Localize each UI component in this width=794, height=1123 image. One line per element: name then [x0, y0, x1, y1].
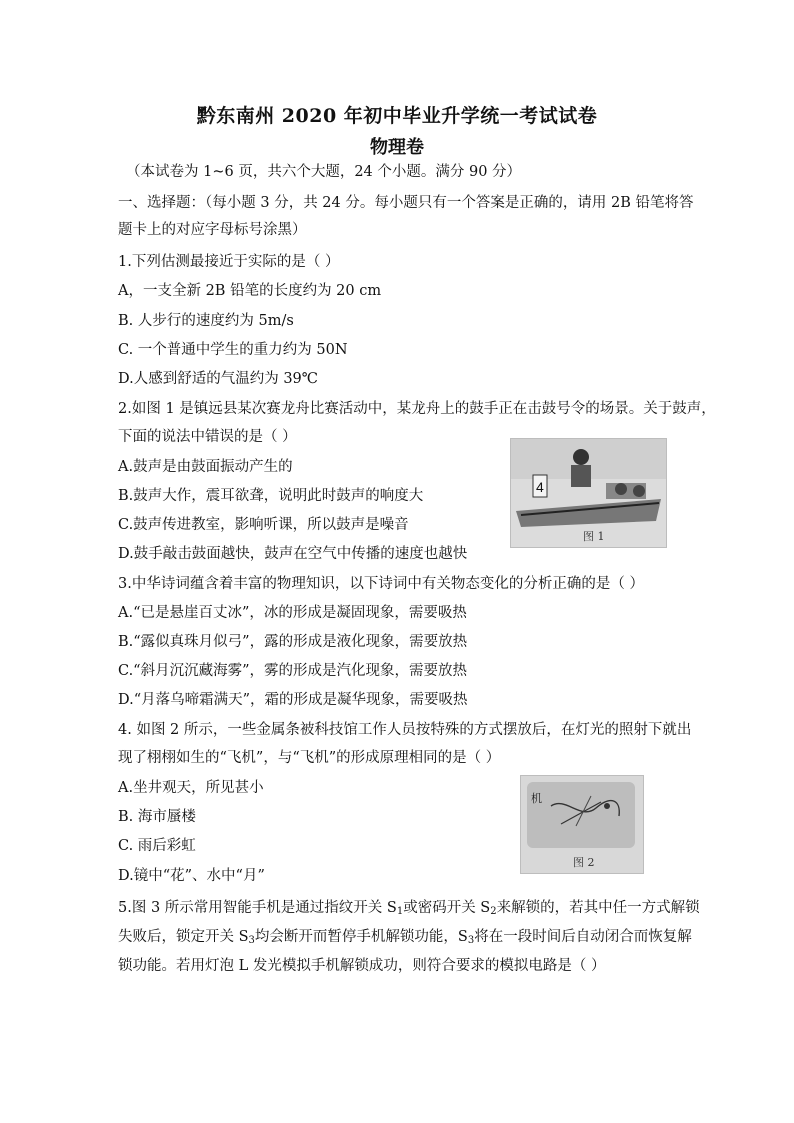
- section-heading-cont: 题卡上的对应字母标号涂黑）: [118, 222, 307, 238]
- question-5-stem-end: 锁功能。若用灯泡 L 发光模拟手机解锁成功，则符合要求的模拟电路是（ ）: [118, 958, 606, 974]
- question-3-option-d: D.“月落乌啼霜满天”，霜的形成是凝华现象，需要吸热: [118, 692, 468, 708]
- figure-1-caption: 图 1: [583, 530, 605, 543]
- question-4-option-d: D.镜中“花”、水中“月”: [118, 868, 265, 884]
- question-3-stem: 3.中华诗词蕴含着丰富的物理知识，以下诗词中有关物态变化的分析正确的是（ ）: [118, 576, 644, 592]
- question-3-option-b: B.“露似真珠月似弓”，露的形成是液化现象，需要放热: [118, 634, 468, 650]
- question-1-option-d: D.人感到舒适的气温约为 39℃: [118, 371, 318, 387]
- svg-text:机: 机: [531, 792, 542, 805]
- question-4-option-a: A.坐井观天，所见甚小: [118, 780, 264, 796]
- figure-1-dragon-boat-photo: [510, 438, 667, 548]
- question-5-stem: 5.图 3 所示常用智能手机是通过指纹开关 $S_1$或密码开关 $S_2$来解锁的，若其中任一方式解锁: [118, 900, 700, 917]
- question-4-stem-cont: 现了栩栩如生的“飞机”，与“飞机”的形成原理相同的是（ ）: [118, 750, 501, 766]
- question-2-option-a: A.鼓声是由鼓面振动产生的: [118, 459, 293, 475]
- figure-2-airplane-photo: [520, 775, 644, 874]
- exam-instructions: （本试卷为 1~6 页，共六个大题，24 个小题。满分 90 分）: [126, 164, 522, 180]
- question-4-stem: 4. 如图 2 所示，一些金属条被科技馆工作人员按特殊的方式摆放后，在灯光的照射下就出: [118, 722, 692, 738]
- question-2-option-b: B.鼓声大作，震耳欲聋，说明此时鼓声的响度大: [118, 488, 424, 504]
- question-2-option-d: D.鼓手敲击鼓面越快，鼓声在空气中传播的速度也越快: [118, 546, 468, 562]
- question-4-option-b: B. 海市蜃楼: [118, 809, 196, 825]
- question-3-option-c: C.“斜月沉沉藏海雾”，雾的形成是汽化现象，需要放热: [118, 663, 468, 679]
- question-1-option-c: C. 一个普通中学生的重力约为 50N: [118, 342, 348, 358]
- question-2-stem: 2.如图 1 是镇远县某次赛龙舟比赛活动中，某龙舟上的鼓手正在击鼓号令的场景。关于鼓声，: [118, 401, 716, 417]
- question-5-stem-cont: 失败后，锁定开关 $S_3$均会断开而暂停手机解锁功能，$S_3$将在一段时间后自动闭合而恢复解: [118, 929, 692, 946]
- question-1-option-b: B. 人步行的速度约为 5m/s: [118, 313, 294, 329]
- section-heading: 一、选择题：（每小题 3 分，共 24 分。每小题只有一个答案是正确的，请用 2B 铅笔将答: [118, 195, 694, 211]
- figure-2-caption: 图 2: [573, 856, 595, 869]
- question-1-stem: 1.下列估测最接近于实际的是（ ）: [118, 254, 340, 270]
- exam-title: 黔东南州 2020 年初中毕业升学统一考试试卷: [196, 105, 598, 127]
- question-4-option-c: C. 雨后彩虹: [118, 838, 196, 854]
- svg-text:4: 4: [536, 479, 544, 495]
- question-2-stem-cont: 下面的说法中错误的是（ ）: [118, 429, 297, 445]
- question-3-option-a: A.“已是悬崖百丈冰”，冰的形成是凝固现象，需要吸热: [118, 605, 467, 621]
- exam-subtitle: 物理卷: [370, 137, 424, 158]
- question-2-option-c: C.鼓声传进教室，影响听课，所以鼓声是噪音: [118, 517, 409, 533]
- question-1-option-a: A，一支全新 2B 铅笔的长度约为 20 cm: [118, 283, 382, 299]
